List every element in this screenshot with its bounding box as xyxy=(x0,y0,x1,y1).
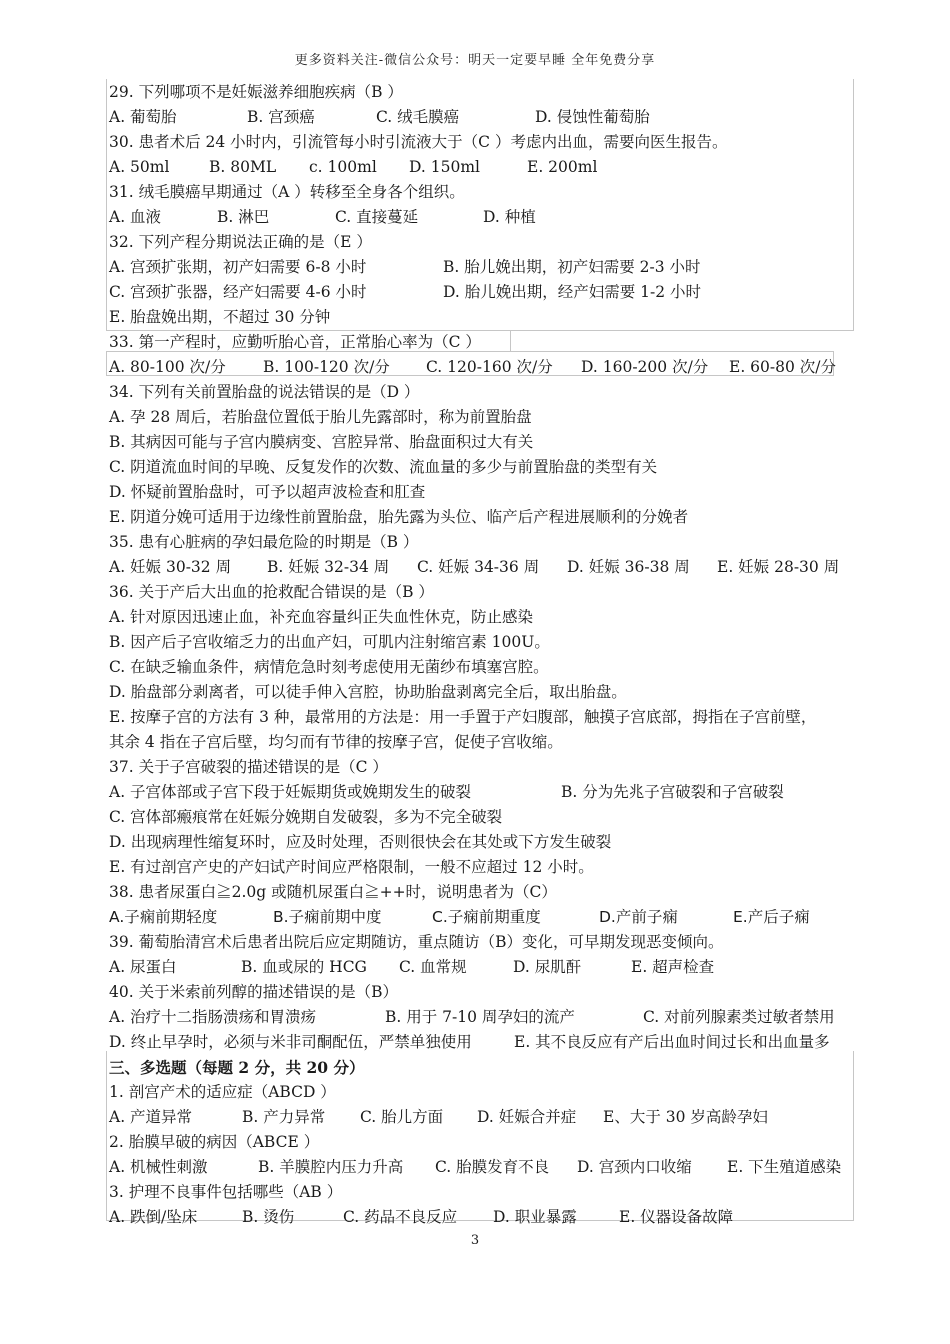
options-line xyxy=(109,1205,869,1230)
option: D. 侵蚀性葡萄胎 xyxy=(535,108,650,126)
options-line xyxy=(109,1030,869,1055)
option: A. 孕 28 周后，若胎盘位置低于胎儿先露部时，称为前置胎盘 xyxy=(109,408,532,426)
question-text: 29. 下列哪项不是妊娠滋养细胞疾病（B ） xyxy=(109,83,403,101)
options-line xyxy=(109,255,869,280)
question-line xyxy=(109,980,869,1005)
options-line xyxy=(109,205,869,230)
question-line xyxy=(109,880,869,905)
option: D. 出现病理性缩复环时，应及时处理，否则很快会在其处或下方发生破裂 xyxy=(109,833,612,851)
option: E. 有过剖宫产史的产妇试产时间应严格限制，一般不应超过 12 小时。 xyxy=(109,858,594,876)
option-line xyxy=(109,405,869,430)
option: D. 胎儿娩出期，经产妇需要 1-2 小时 xyxy=(443,283,702,301)
option: B. 用于 7-10 周孕妇的流产 xyxy=(385,1008,575,1026)
option: C. 胎儿方面 xyxy=(360,1108,444,1126)
options-line xyxy=(109,105,869,130)
option: A. 针对原因迅速止血，补充血容量纠正失血性休克，防止感染 xyxy=(109,608,534,626)
option: E. 其不良反应有产后出血时间过长和出血量多 xyxy=(514,1033,830,1051)
question-text: 32. 下列产程分期说法正确的是（E ） xyxy=(109,233,372,251)
option-line xyxy=(109,455,869,480)
option: C.子痫前期重度 xyxy=(432,908,541,926)
option-line xyxy=(109,855,869,880)
question-text: 1. 剖宫产术的适应症（ABCD ） xyxy=(109,1083,336,1101)
options-line xyxy=(109,1155,869,1180)
option: D. 妊娠 36-38 周 xyxy=(567,558,690,576)
question-text: 39. 葡萄胎清宫术后患者出院后应定期随访，重点随访（B）变化，可早期发现恶变倾向。 xyxy=(109,933,724,951)
option: D. 宫颈内口收缩 xyxy=(577,1158,692,1176)
option: B. 100-120 次/分 xyxy=(263,358,390,376)
question-list xyxy=(109,80,869,1230)
options-line xyxy=(109,780,869,805)
option: E. 阴道分娩可适用于边缘性前置胎盘，胎先露为头位、临产后产程进展顺利的分娩者 xyxy=(109,508,689,526)
question-text: 40. 关于米索前列醇的描述错误的是（B） xyxy=(109,983,398,1001)
option: A. 妊娠 30-32 周 xyxy=(109,558,232,576)
option: D. 160-200 次/分 xyxy=(581,358,709,376)
options-line xyxy=(109,155,869,180)
option-line xyxy=(109,305,869,330)
question-line xyxy=(109,1080,869,1105)
option: B. 烫伤 xyxy=(242,1208,295,1226)
option: D. 终止早孕时，必须与米非司酮配伍，严禁单独使用 xyxy=(109,1033,472,1051)
option-line xyxy=(109,480,869,505)
page-number: 3 xyxy=(470,1233,480,1248)
option: C. 绒毛膜癌 xyxy=(376,108,460,126)
option: B. 胎儿娩出期，初产妇需要 2-3 小时 xyxy=(443,258,701,276)
question-line xyxy=(109,530,869,555)
option-line xyxy=(109,730,869,755)
option: B. 淋巴 xyxy=(217,208,270,226)
option: A. 机械性刺激 xyxy=(109,1158,208,1176)
option-line xyxy=(109,605,869,630)
option: A. 血液 xyxy=(109,208,162,226)
option: 其余 4 指在子宫后壁，均匀而有节律的按摩子宫，促使子宫收缩。 xyxy=(109,733,563,751)
option: B. 因产后子宫收缩乏力的出血产妇，可肌内注射缩宫素 100U。 xyxy=(109,633,550,651)
option: E. 妊娠 28-30 周 xyxy=(717,558,840,576)
option: C. 直接蔓延 xyxy=(335,208,419,226)
question-line xyxy=(109,755,869,780)
option: E. 200ml xyxy=(527,158,598,176)
option-line xyxy=(109,680,869,705)
options-line xyxy=(109,555,869,580)
option: A. 80-100 次/分 xyxy=(109,358,226,376)
option: C. 胎膜发育不良 xyxy=(435,1158,550,1176)
option: D. 妊娠合并症 xyxy=(477,1108,577,1126)
option: D.产前子痫 xyxy=(599,908,678,926)
option: D. 种植 xyxy=(483,208,536,226)
section-title: 三、多选题（每题 2 分，共 20 分） xyxy=(109,1058,365,1077)
option: C. 血常规 xyxy=(399,958,467,976)
question-text: 30. 患者术后 24 小时内，引流管每小时引流液大于（C ）考虑内出血，需要向医生报告。 xyxy=(109,133,728,151)
option: B.子痫前期中度 xyxy=(273,908,382,926)
question-text: 33. 第一产程时，应勤听胎心音，正常胎心率为（C ） xyxy=(109,333,481,351)
question-text: 31. 绒毛膜癌早期通过（A ）转移至全身各个组织。 xyxy=(109,183,465,201)
option: C. 阴道流血时间的早晚、反复发作的次数、流血量的多少与前置胎盘的类型有关 xyxy=(109,458,658,476)
question-text: 38. 患者尿蛋白≧2.0g 或随机尿蛋白≧++时，说明患者为（C） xyxy=(109,883,557,901)
option-line xyxy=(109,430,869,455)
option: A. 宫颈扩张期，初产妇需要 6-8 小时 xyxy=(109,258,367,276)
option: B. 血或尿的 HCG xyxy=(241,958,367,976)
options-line xyxy=(109,1105,869,1130)
option: E. 仪器设备故障 xyxy=(619,1208,734,1226)
section-heading xyxy=(109,1055,869,1080)
option: B. 其病因可能与子宫内膜病变、宫腔异常、胎盘面积过大有关 xyxy=(109,433,534,451)
option: A. 50ml xyxy=(109,158,170,176)
option-line xyxy=(109,655,869,680)
option: B. 宫颈癌 xyxy=(247,108,315,126)
options-line xyxy=(109,905,869,930)
question-text: 2. 胎膜早破的病因（ABCE ） xyxy=(109,1133,320,1151)
question-line xyxy=(109,330,869,355)
option: D. 怀疑前置胎盘时，可予以超声波检查和肛查 xyxy=(109,483,426,501)
option: D. 150ml xyxy=(409,158,480,176)
option: E. 下生殖道感染 xyxy=(727,1158,842,1176)
option-line xyxy=(109,505,869,530)
option-line xyxy=(109,630,869,655)
option: D. 胎盘部分剥离者，可以徒手伸入宫腔，协助胎盘剥离完全后，取出胎盘。 xyxy=(109,683,627,701)
option: B. 分为先兆子宫破裂和子宫破裂 xyxy=(561,783,784,801)
question-text: 34. 下列有关前置胎盘的说法错误的是（D ） xyxy=(109,383,420,401)
option: D. 尿肌酐 xyxy=(513,958,582,976)
options-line xyxy=(109,1005,869,1030)
option-line xyxy=(109,830,869,855)
option: A. 葡萄胎 xyxy=(109,108,177,126)
option: D. 职业暴露 xyxy=(493,1208,577,1226)
option: A. 子宫体部或子宫下段于妊娠期货或娩期发生的破裂 xyxy=(109,783,472,801)
options-line xyxy=(109,355,869,380)
page-header: 更多资料关注-微信公众号：明天一定要早睡 全年免费分享 xyxy=(294,53,656,68)
option: E、大于 30 岁高龄孕妇 xyxy=(603,1108,768,1126)
option: C. 120-160 次/分 xyxy=(426,358,553,376)
option: C. 药品不良反应 xyxy=(343,1208,458,1226)
question-line xyxy=(109,1130,869,1155)
option: C. 在缺乏输血条件，病情危急时刻考虑使用无菌纱布填塞宫腔。 xyxy=(109,658,549,676)
option: A. 跌倒/坠床 xyxy=(109,1208,198,1226)
option: B. 80ML xyxy=(209,158,277,176)
option: E. 60-80 次/分 xyxy=(729,358,837,376)
question-line xyxy=(109,130,869,155)
question-text: 37. 关于子宫破裂的描述错误的是（C ） xyxy=(109,758,388,776)
question-line xyxy=(109,580,869,605)
option: E. 按摩子宫的方法有 3 种，最常用的方法是：用一手置于产妇腹部，触摸子宫底部，拇指在子宫前壁， xyxy=(109,708,817,726)
option: C. 宫颈扩张器，经产妇需要 4-6 小时 xyxy=(109,283,367,301)
question-line xyxy=(109,230,869,255)
option: B. 产力异常 xyxy=(242,1108,326,1126)
question-line xyxy=(109,1180,869,1205)
option: E. 超声检查 xyxy=(631,958,715,976)
option-line xyxy=(109,705,869,730)
option: C. 宫体部瘢痕常在妊娠分娩期自发破裂，多为不完全破裂 xyxy=(109,808,503,826)
option: A. 治疗十二指肠溃疡和胃溃疡 xyxy=(109,1008,317,1026)
option-line xyxy=(109,805,869,830)
question-line xyxy=(109,380,869,405)
question-line xyxy=(109,80,869,105)
option: E.产后子痫 xyxy=(733,908,810,926)
options-line xyxy=(109,955,869,980)
option: c. 100ml xyxy=(309,158,377,176)
question-text: 3. 护理不良事件包括哪些（AB ） xyxy=(109,1183,343,1201)
option: A. 产道异常 xyxy=(109,1108,193,1126)
option: A.子痫前期轻度 xyxy=(109,908,218,926)
option: C. 妊娠 34-36 周 xyxy=(417,558,540,576)
option: B. 妊娠 32-34 周 xyxy=(267,558,390,576)
option: C. 对前列腺素类过敏者禁用 xyxy=(643,1008,835,1026)
question-line xyxy=(109,180,869,205)
option: A. 尿蛋白 xyxy=(109,958,177,976)
option: B. 羊膜腔内压力升高 xyxy=(258,1158,404,1176)
option: E. 胎盘娩出期，不超过 30 分钟 xyxy=(109,308,331,326)
question-text: 35. 患有心脏病的孕妇最危险的时期是（B ） xyxy=(109,533,419,551)
question-line xyxy=(109,930,869,955)
question-text: 36. 关于产后大出血的抢救配合错误的是（B ） xyxy=(109,583,434,601)
options-line xyxy=(109,280,869,305)
